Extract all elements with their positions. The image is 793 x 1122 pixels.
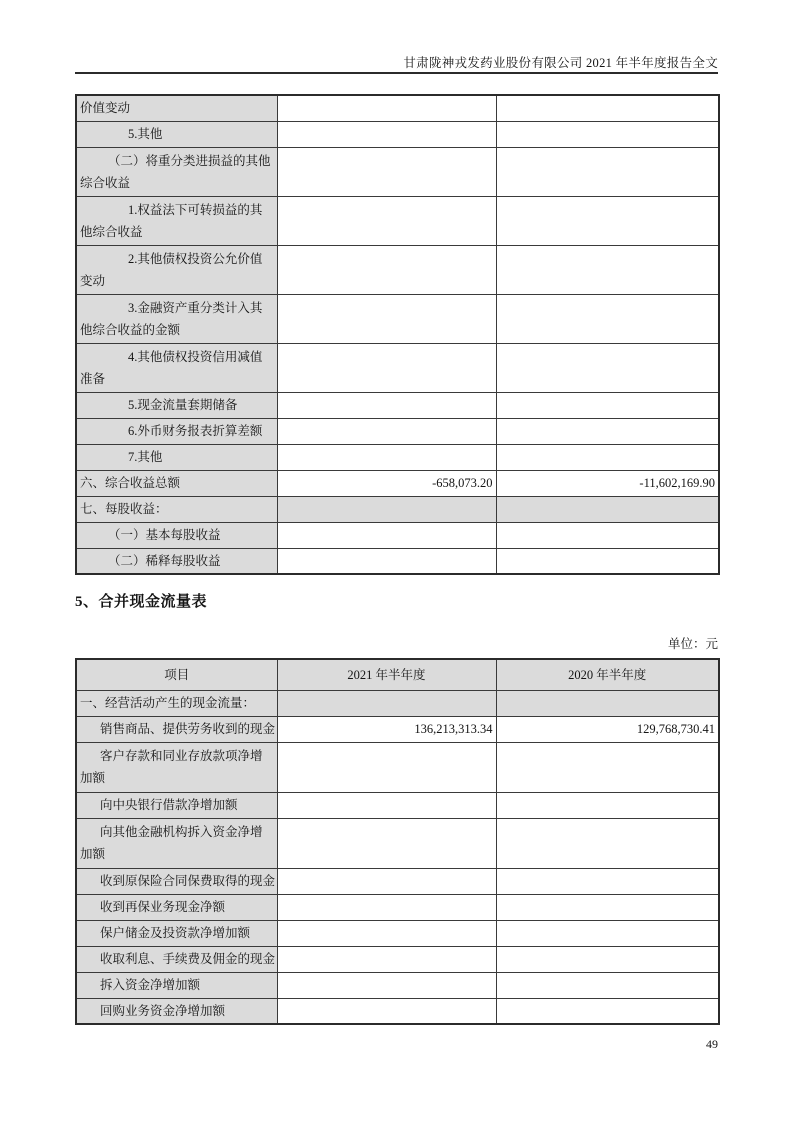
row-label: 2.其他债权投资公允价值变动 xyxy=(76,245,277,294)
column-header-item: 项目 xyxy=(76,659,277,690)
value-2021 xyxy=(277,742,496,792)
value-2021 xyxy=(277,121,496,147)
value-2021 xyxy=(277,998,496,1024)
value-2020 xyxy=(496,548,719,574)
value-2021 xyxy=(277,496,496,522)
row-label: 六、综合收益总额 xyxy=(76,470,277,496)
unit-label: 单位：元 xyxy=(667,637,718,651)
value-2021 xyxy=(277,690,496,716)
value-2020 xyxy=(496,818,719,868)
row-label: 收到原保险合同保费取得的现金 xyxy=(76,868,277,894)
row-label: 客户存款和同业存放款项净增加额 xyxy=(76,742,277,792)
value-2021 xyxy=(277,868,496,894)
row-label: 4.其他债权投资信用减值准备 xyxy=(76,343,277,392)
row-label: 保户储金及投资款净增加额 xyxy=(76,920,277,946)
row-label: 七、每股收益： xyxy=(76,496,277,522)
value-2020 xyxy=(496,972,719,998)
table-row xyxy=(76,868,719,894)
table-row xyxy=(76,920,719,946)
table-row xyxy=(76,946,719,972)
table-row xyxy=(76,972,719,998)
value-2021: -658,073.20 xyxy=(277,470,496,496)
value-2021 xyxy=(277,147,496,196)
value-2020 xyxy=(496,946,719,972)
value-2020 xyxy=(496,147,719,196)
table-row xyxy=(76,294,719,343)
value-2020 xyxy=(496,392,719,418)
value-2020 xyxy=(496,894,719,920)
row-label: 向中央银行借款净增加额 xyxy=(76,792,277,818)
table-row xyxy=(76,95,719,121)
row-label: 销售商品、提供劳务收到的现金 xyxy=(76,716,277,742)
table-row-operating-activities-section xyxy=(76,690,719,716)
table-row-eps-section xyxy=(76,496,719,522)
cash-flow-table xyxy=(75,658,720,1025)
table-row xyxy=(76,444,719,470)
row-label: 7.其他 xyxy=(76,444,277,470)
row-label: 价值变动 xyxy=(76,95,277,121)
row-label: 3.金融资产重分类计入其他综合收益的金额 xyxy=(76,294,277,343)
value-2021 xyxy=(277,95,496,121)
page-number: 49 xyxy=(706,1037,718,1051)
value-2021 xyxy=(277,548,496,574)
header-divider xyxy=(75,72,718,74)
value-2020 xyxy=(496,998,719,1024)
table-row-cash-from-sales xyxy=(76,716,719,742)
table-row xyxy=(76,998,719,1024)
row-label: 1.权益法下可转损益的其他综合收益 xyxy=(76,196,277,245)
value-2020: 129,768,730.41 xyxy=(496,716,719,742)
value-2020 xyxy=(496,522,719,548)
value-2021 xyxy=(277,343,496,392)
table-row xyxy=(76,522,719,548)
table-row xyxy=(76,894,719,920)
value-2021 xyxy=(277,522,496,548)
value-2021 xyxy=(277,444,496,470)
row-label: 一、经营活动产生的现金流量： xyxy=(76,690,277,716)
row-label: 5.其他 xyxy=(76,121,277,147)
value-2020 xyxy=(496,920,719,946)
value-2020 xyxy=(496,742,719,792)
comprehensive-income-table xyxy=(75,94,720,575)
table-row-total-comprehensive-income xyxy=(76,470,719,496)
row-label: 收取利息、手续费及佣金的现金 xyxy=(76,946,277,972)
row-label: 6.外币财务报表折算差额 xyxy=(76,418,277,444)
value-2020 xyxy=(496,245,719,294)
value-2021 xyxy=(277,392,496,418)
row-label: 拆入资金净增加额 xyxy=(76,972,277,998)
table-row xyxy=(76,245,719,294)
value-2020 xyxy=(496,294,719,343)
row-label: 收到再保业务现金净额 xyxy=(76,894,277,920)
row-label: （一）基本每股收益 xyxy=(76,522,277,548)
row-label: （二）稀释每股收益 xyxy=(76,548,277,574)
value-2020 xyxy=(496,444,719,470)
value-2021 xyxy=(277,418,496,444)
value-2021 xyxy=(277,792,496,818)
value-2021 xyxy=(277,946,496,972)
column-header-2021: 2021 年半年度 xyxy=(277,659,496,690)
table-row xyxy=(76,392,719,418)
section-title: 5、合并现金流量表 xyxy=(75,594,208,610)
table-row xyxy=(76,818,719,868)
row-label: 回购业务资金净增加额 xyxy=(76,998,277,1024)
value-2021 xyxy=(277,972,496,998)
value-2021 xyxy=(277,818,496,868)
table-header-row xyxy=(76,659,719,690)
table-row xyxy=(76,742,719,792)
value-2021 xyxy=(277,245,496,294)
value-2020 xyxy=(496,95,719,121)
table-row xyxy=(76,418,719,444)
value-2020: -11,602,169.90 xyxy=(496,470,719,496)
value-2020 xyxy=(496,868,719,894)
value-2020 xyxy=(496,196,719,245)
row-label: 5.现金流量套期储备 xyxy=(76,392,277,418)
value-2020 xyxy=(496,121,719,147)
value-2021 xyxy=(277,294,496,343)
value-2020 xyxy=(496,418,719,444)
value-2020 xyxy=(496,496,719,522)
report-header-title: 甘肃陇神戎发药业股份有限公司 2021 年半年度报告全文 xyxy=(403,56,718,70)
value-2021 xyxy=(277,196,496,245)
table-row xyxy=(76,548,719,574)
value-2020 xyxy=(496,792,719,818)
table-row xyxy=(76,196,719,245)
row-label: （二）将重分类进损益的其他综合收益 xyxy=(76,147,277,196)
table-row xyxy=(76,343,719,392)
table-row xyxy=(76,121,719,147)
value-2021 xyxy=(277,894,496,920)
value-2021: 136,213,313.34 xyxy=(277,716,496,742)
column-header-2020: 2020 年半年度 xyxy=(496,659,719,690)
value-2020 xyxy=(496,343,719,392)
value-2021 xyxy=(277,920,496,946)
row-label: 向其他金融机构拆入资金净增加额 xyxy=(76,818,277,868)
table-row xyxy=(76,792,719,818)
value-2020 xyxy=(496,690,719,716)
table-row xyxy=(76,147,719,196)
